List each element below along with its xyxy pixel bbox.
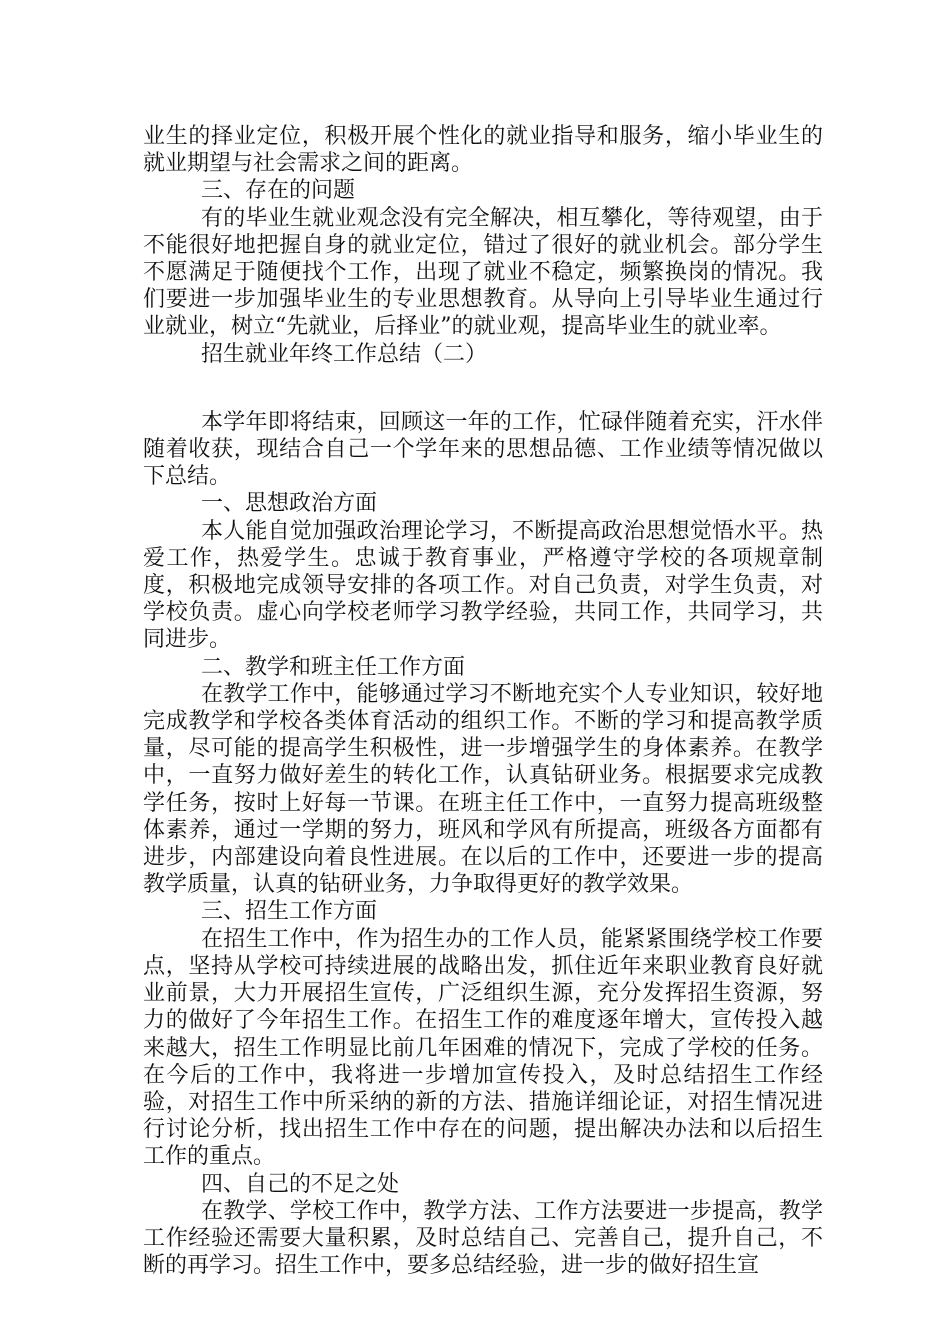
body-paragraph: 本学年即将结束，回顾这一年的工作，忙碌伴随着充实，汗水伴随着收获，现结合自己一个学年来的思想品德、工作业绩等情况做以下总结。 <box>143 409 823 490</box>
section-heading: 一、思想政治方面 <box>201 491 378 517</box>
blank-line <box>143 368 823 409</box>
document-page <box>143 123 823 1279</box>
document-title: 招生就业年终工作总结（二） <box>201 341 488 367</box>
section-heading: 三、存在的问题 <box>201 178 356 204</box>
body-paragraph: 在教学、学校工作中，教学方法、工作方法要进一步提高，教学工作经验还需要大量积累，及时总结自己、完善自己，提升自己，不断的再学习。招生工作中，要多总结经验，进一步的做好招生宣 <box>143 1198 823 1279</box>
section-heading: 四、自己的不足之处 <box>201 1171 400 1197</box>
section-heading: 三、招生工作方面 <box>201 899 378 925</box>
body-paragraph: 有的毕业生就业观念没有完全解决，相互攀化，等待观望，由于不能很好地把握自身的就业定位，错过了很好的就业机会。部分学生不愿满足于随便找个工作，出现了就业不稳定，频繁换岗的情况。我们要进一步加强毕业生的专业思想教育。从导向上引导毕业生通过行业就业，树立“先就业，后择业”的就业观，提高毕业生的就业率。 <box>143 205 823 340</box>
section-heading: 二、教学和班主任工作方面 <box>201 654 466 680</box>
body-paragraph: 在招生工作中，作为招生办的工作人员，能紧紧围绕学校工作要点，坚持从学校可持续进展的战略出发，抓住近年来职业教育良好就业前景，大力开展招生宣传，广泛组织生源，充分发挥招生资源，努力的做好了今年招生工作。在招生工作的难度逐年增大，宣传投入越来越大，招生工作明显比前几年困难的情况下，完成了学校的任务。在今后的工作中，我将进一步增加宣传投入，及时总结招生工作经验，对招生工作中所采纳的新的方法、措施详细论证，对招生情况进行讨论分析，找出招生工作中存在的问题，提出解决办法和以后招生工作的重点。 <box>143 926 823 1170</box>
body-paragraph: 业生的择业定位，积极开展个性化的就业指导和服务，缩小毕业生的就业期望与社会需求之间的距离。 <box>143 124 823 177</box>
body-paragraph: 本人能自觉加强政治理论学习，不断提高政治思想觉悟水平。热爱工作，热爱学生。忠诚于教育事业，严格遵守学校的各项规章制度，积极地完成领导安排的各项工作。对自己负责，对学生负责，对学校负责。虚心向学校老师学习教学经验，共同工作，共同学习，共同进步。 <box>143 518 823 653</box>
body-paragraph: 在教学工作中，能够通过学习不断地充实个人专业知识，较好地完成教学和学校各类体育活动的组织工作。不断的学习和提高教学质量，尽可能的提高学生积极性，进一步增强学生的身体素养。在教学中，一直努力做好差生的转化工作，认真钻研业务。根据要求完成教学任务，按时上好每一节课。在班主任工作中，一直努力提高班级整体素养，通过一学期的努力，班风和学风有所提高，班级各方面都有进步，内部建设向着良性进展。在以后的工作中，还要进一步的提高教学质量，认真的钻研业务，力争取得更好的教学效果。 <box>143 681 823 898</box>
